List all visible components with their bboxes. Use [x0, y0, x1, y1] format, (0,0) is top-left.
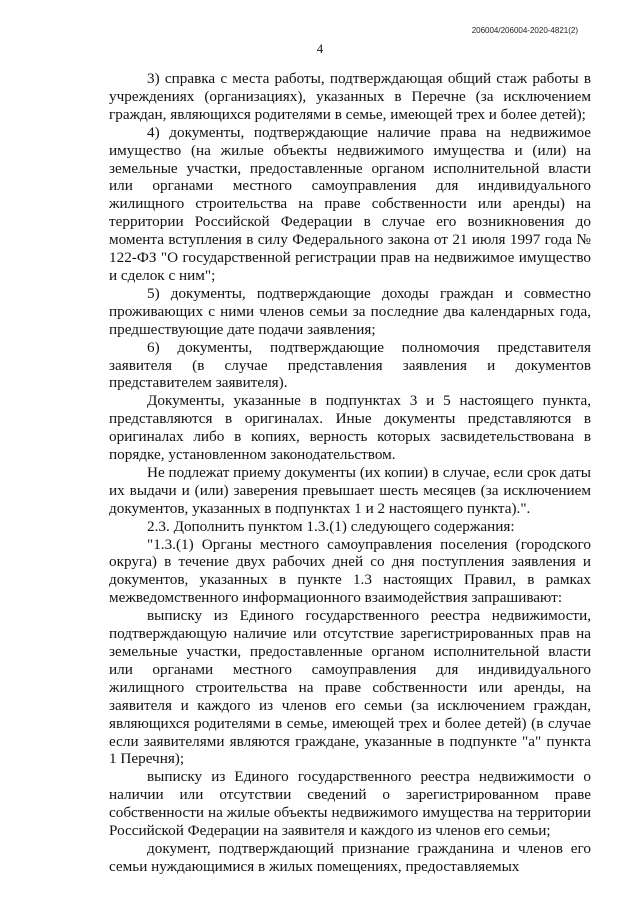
paragraph-item-6: 6) документы, подтверждающие полномочия представителя заявителя (в случае представления заявления и документов представителем заявителя). [109, 338, 591, 392]
paragraph-amendment-2-3: 2.3. Дополнить пунктом 1.3.(1) следующего содержания: [147, 517, 515, 535]
page-number: 4 [316, 42, 324, 56]
document-id: 206004/206004-2020-4821(2) [471, 26, 578, 35]
paragraph-originals-note: Документы, указанные в подпунктах 3 и 5 настоящего пункта, представляются в оригиналах. Иные документы представляются в оригиналах либо в копиях, верность которых засвидетельствована в порядке, установленном законодательством. [109, 392, 591, 464]
paragraph-item-4: 4) документы, подтверждающие наличие права на недвижимое имущество (на жилые объекты недвижимого имущества и (или) на земельные участки, предоставленные органом исполнительной власти или органами местного самоуправления для индивидуального жилищного строительства на праве собственности или аренды) на территории Российской Федерации в случае его возникновения до момента вступления в силу Федерального закона от 21 июля 1997 года № 122-ФЗ "О государственной регистрации прав на недвижимое имущество и сделок с ним"; [109, 123, 591, 284]
paragraph-need-document: документ, подтверждающий признание гражданина и членов его семьи нуждающимися в жилых помещениях, предоставляемых [109, 839, 591, 875]
paragraph-item-3: 3) справка с места работы, подтверждающая общий стаж работы в учреждениях (организациях), указанных в Перечне (за исключением граждан, являющихся родителями в семье, имеющей трех и более детей); [109, 70, 591, 123]
document-body [109, 70, 591, 876]
paragraph-extract-housing: выписку из Единого государственного реестра недвижимости о наличии или отсутствии сведений о зарегистрированном праве собственности на жилые объекты недвижимого имущества на территории Российской Федерации на заявителя и каждого из членов его семьи; [109, 768, 591, 840]
paragraph-extract-land: выписку из Единого государственного реестра недвижимости, подтверждающую наличие или отсутствие зарегистрированных прав на земельные участки, предоставленные органом исполнительной власти или органами местного самоуправления для индивидуального жилищного строительства на праве собственности или аренды, на заявителя и каждого из членов его семьи (за исключением граждан, являющихся родителями в семье, имеющей трех и более детей) (в случае если заявителями являются граждане, указанные в подпункте "а" пункта 1 Перечня); [109, 607, 591, 768]
paragraph-clause-1-3-1: "1.3.(1) Органы местного самоуправления поселения (городского округа) в течение двух рабочих дней со дня поступления заявления и документов, указанных в пункте 1.3 настоящих Правил, в рамках межведомственного информационного взаимодействия запрашивают: [109, 535, 591, 607]
paragraph-rejection-note: Не подлежат приему документы (их копии) в случае, если срок даты их выдачи и (или) заверения превышает шесть месяцев (за исключением документов, указанных в подпунктах 1 и 2 настоящего пункта).". [109, 463, 591, 517]
paragraph-item-5: 5) документы, подтверждающие доходы граждан и совместно проживающих с ними членов семьи за последние два календарных года, предшествующие дате подачи заявления; [109, 284, 591, 338]
